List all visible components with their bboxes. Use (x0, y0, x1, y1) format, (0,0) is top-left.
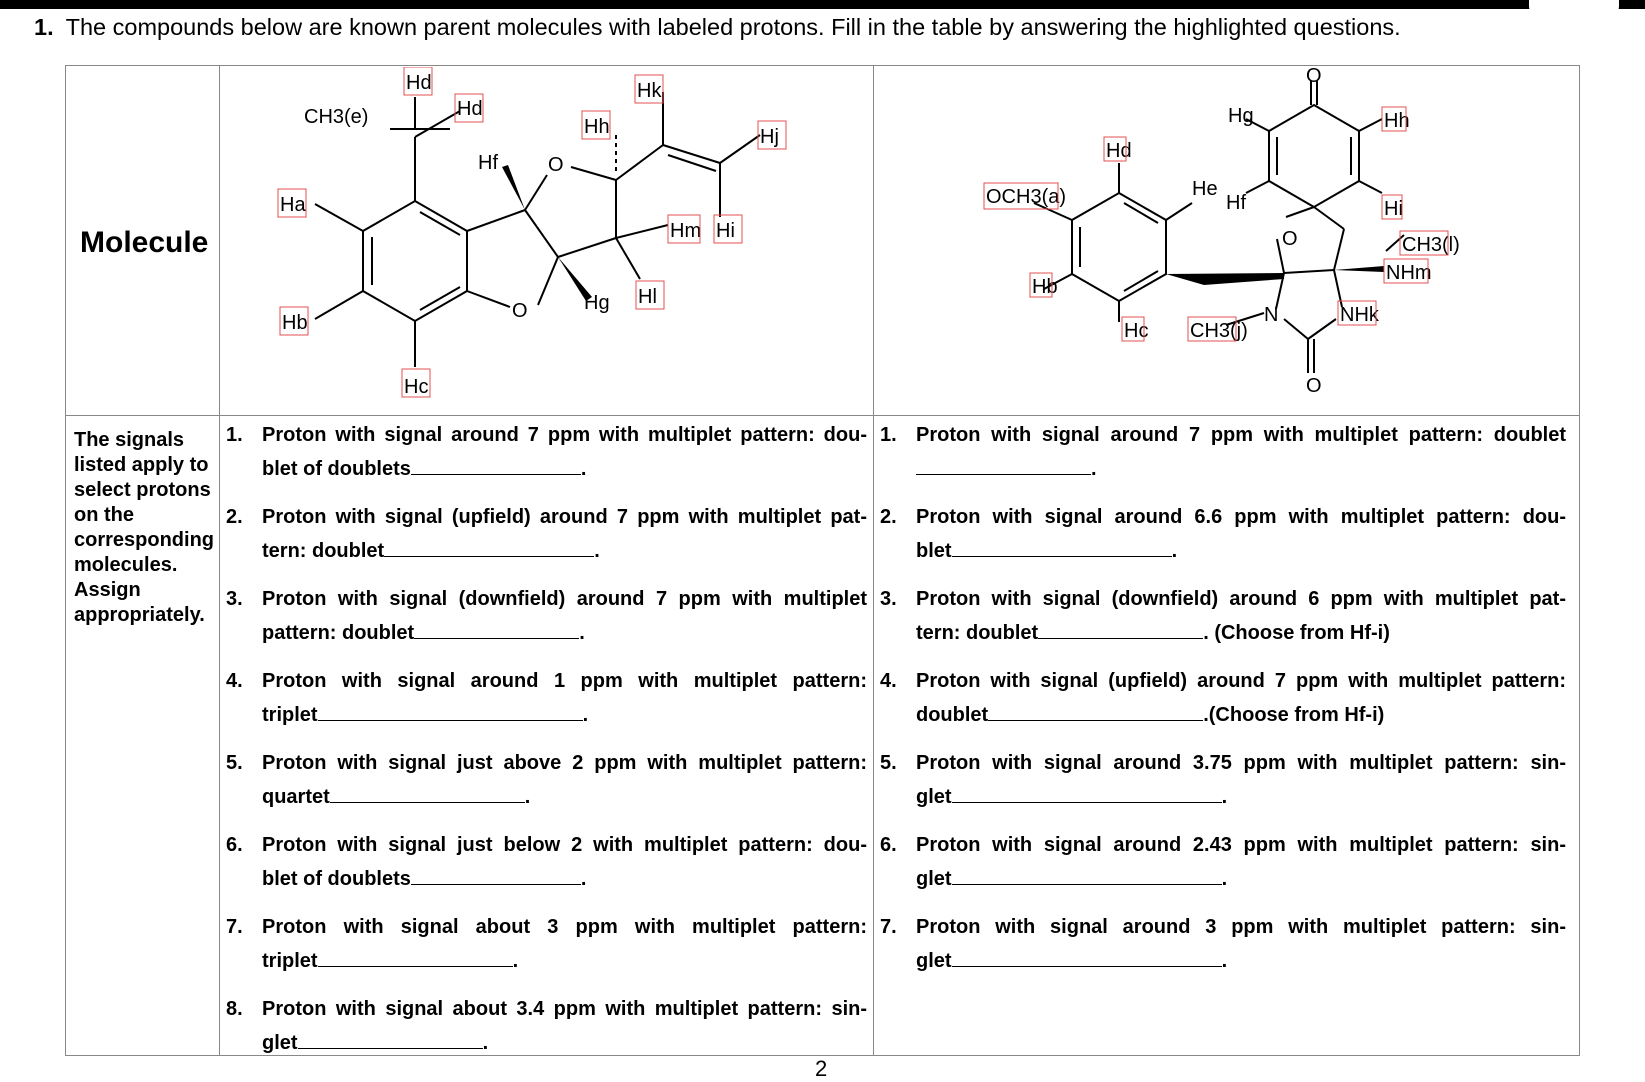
question-heading (34, 12, 1574, 42)
hf-label: Hf (478, 152, 498, 174)
ha-label: Ha (280, 194, 306, 216)
list-item: 7. Proton with signal around 3 ppm with multiplet pattern: sin- glet . (880, 916, 1566, 972)
answer-blank[interactable] (384, 536, 594, 557)
hl-label: Hl (638, 286, 657, 308)
nhk-label: NHk (1340, 304, 1379, 326)
answer-blank[interactable] (330, 782, 525, 803)
question-number: 1. (34, 14, 54, 40)
hc-label: Hc (1124, 320, 1149, 342)
list-item: 2. Proton with signal (upfield) around 7 ppm with multiplet pat- tern: doublet . (226, 506, 867, 562)
molecule-1-structure (220, 67, 872, 415)
signals-row-label: The signals listed apply to select protons on the corresponding molecules. Assign appropriately. (74, 429, 215, 626)
molecule-2-structure (874, 67, 1578, 415)
list-item: 5. Proton with signal around 3.75 ppm with multiplet pattern: sin- glet . (880, 752, 1566, 808)
hd-label-2: Hd (457, 98, 483, 120)
answer-blank[interactable] (1038, 618, 1203, 639)
ch3l-label: CH3(l) (1402, 234, 1460, 256)
answer-blank[interactable] (318, 946, 513, 967)
hc-label: Hc (404, 376, 429, 398)
table-row-divider (66, 415, 1579, 416)
hb-label: Hb (282, 312, 308, 334)
hb-label: Hb (1032, 276, 1058, 298)
list-item: 1. Proton with signal around 7 ppm with multiplet pattern: doublet . (880, 424, 1566, 480)
answer-blank[interactable] (318, 700, 583, 721)
ch3e-label: CH3(e) (304, 106, 369, 128)
answer-table (65, 65, 1580, 1056)
answer-blank[interactable] (916, 454, 1091, 475)
hi-label: Hi (1384, 198, 1403, 220)
ring-oxygen-top: O (548, 154, 564, 176)
top-border (0, 0, 1645, 9)
answer-blank[interactable] (414, 618, 579, 639)
hh-label: Hh (1384, 110, 1410, 132)
right-question-list (876, 418, 1566, 992)
list-item: 3. Proton with signal (downfield) around 7 ppm with multiplet pattern: doublet . (226, 588, 867, 644)
hi-label: Hi (716, 220, 735, 242)
list-item: 3. Proton with signal (downfield) around 6 ppm with multiplet pat- tern: doublet . (Choose from Hf-i) (880, 588, 1566, 644)
he-label: He (1192, 178, 1218, 200)
och3-label: OCH3(a) (986, 186, 1067, 208)
answer-blank[interactable] (952, 946, 1222, 967)
nhm-label: NHm (1386, 262, 1432, 284)
ch3j-label: CH3(j) (1190, 320, 1248, 342)
ring-oxygen: O (1282, 228, 1298, 250)
list-item: 6. Proton with signal just below 2 with multiplet pattern: dou- blet of doublets . (226, 834, 867, 890)
hg-label: Hg (1228, 105, 1254, 127)
list-item: 5. Proton with signal just above 2 ppm with multiplet pattern: quartet . (226, 752, 867, 808)
answer-blank[interactable] (298, 1028, 483, 1049)
answer-blank[interactable] (952, 864, 1222, 885)
list-item: 7. Proton with signal about 3 ppm with multiplet pattern: triplet . (226, 916, 867, 972)
list-item: 6. Proton with signal around 2.43 ppm with multiplet pattern: sin- glet . (880, 834, 1566, 890)
carbonyl-oxygen-bottom: O (1306, 375, 1322, 397)
answer-blank[interactable] (988, 700, 1203, 721)
list-item: 4. Proton with signal around 1 ppm with multiplet pattern: triplet . (226, 670, 867, 726)
carbonyl-oxygen-top: O (1306, 67, 1322, 87)
page-number: 2 (815, 1056, 828, 1081)
list-item: 8. Proton with signal about 3.4 ppm with multiplet pattern: sin- glet . (226, 998, 867, 1054)
hg-label: Hg (584, 292, 610, 314)
answer-blank[interactable] (411, 454, 581, 475)
hh-label: Hh (584, 116, 610, 138)
answer-blank[interactable] (411, 864, 581, 885)
hm-label: Hm (670, 220, 702, 242)
nitrogen-label: N (1264, 304, 1279, 326)
hf-label: Hf (1226, 192, 1246, 214)
hd-label: Hd (406, 72, 432, 94)
answer-blank[interactable] (952, 782, 1222, 803)
question-text: The compounds below are known parent molecules with labeled protons. Fill in the table by answering the highlighted questions. (65, 14, 1401, 40)
hk-label: Hk (637, 80, 662, 102)
left-question-list (222, 418, 867, 1074)
molecule-row-label: Molecule (80, 226, 209, 259)
hj-label: Hj (760, 126, 779, 148)
hd-label: Hd (1106, 140, 1132, 162)
list-item: 1. Proton with signal around 7 ppm with multiplet pattern: dou- blet of doublets . (226, 424, 867, 480)
list-item: 4. Proton with signal (upfield) around 7 ppm with multiplet pattern: doublet .(Choose from Hf-i) (880, 670, 1566, 726)
answer-blank[interactable] (952, 536, 1172, 557)
list-item: 2. Proton with signal around 6.6 ppm with multiplet pattern: dou- blet . (880, 506, 1566, 562)
ring-oxygen-bottom: O (512, 300, 528, 322)
